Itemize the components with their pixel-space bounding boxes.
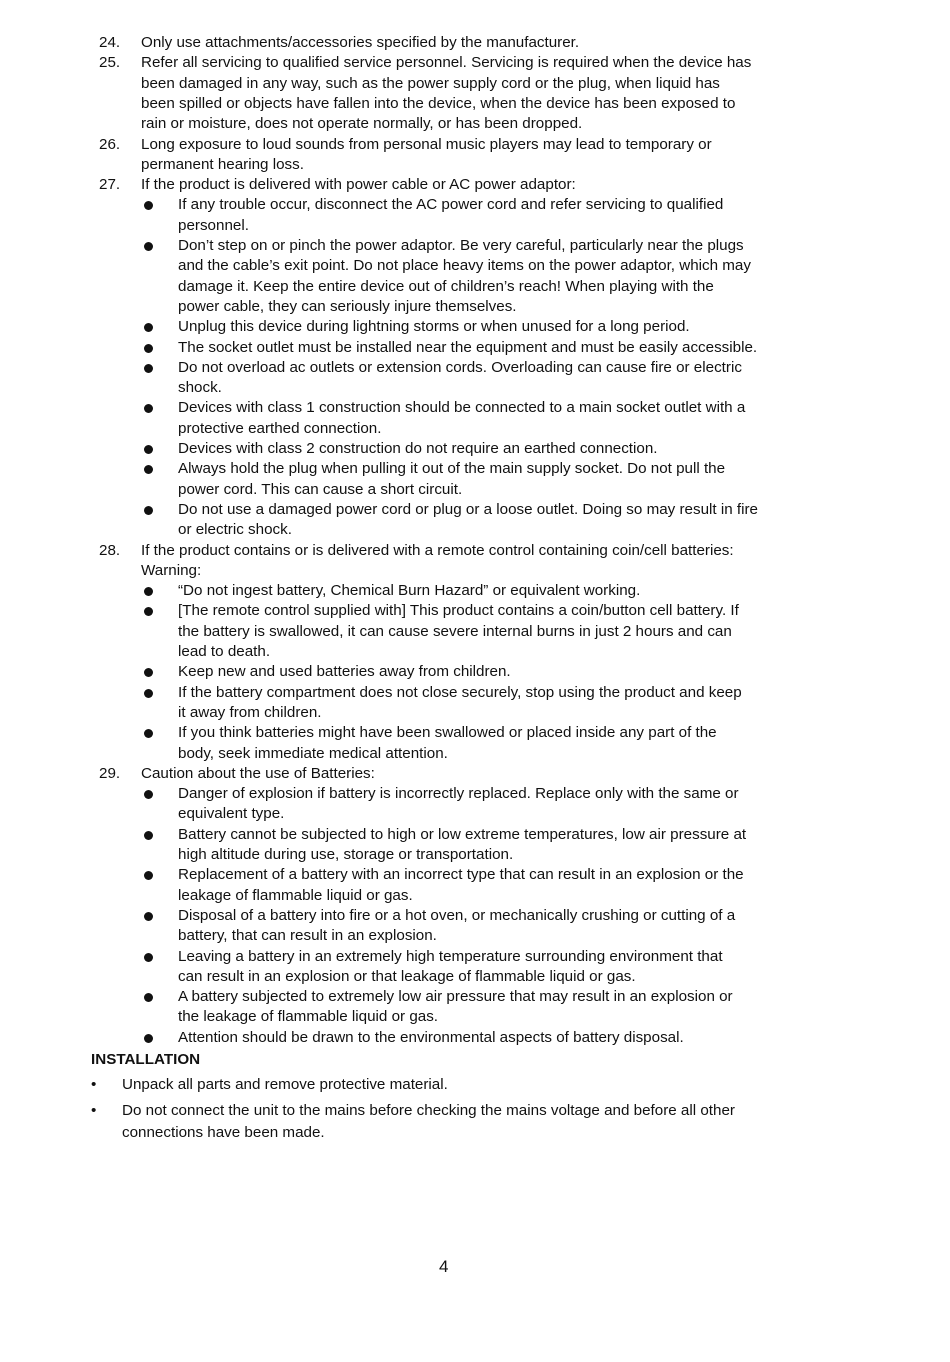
bullet-text-line: power cable, they can seriously injure themselves. <box>178 297 517 315</box>
bullet-dot-icon <box>144 323 153 332</box>
bullet-icon: • <box>91 1076 97 1093</box>
install-text-line: connections have been made. <box>122 1124 325 1141</box>
item-text-line: rain or moisture, does not operate normally, or has been dropped. <box>141 115 583 133</box>
bullet-dot-icon <box>144 242 153 251</box>
bullet-dot-icon <box>144 831 153 840</box>
bullet-dot-icon <box>144 465 153 474</box>
bullet-text-line: Disposal of a battery into fire or a hot oven, or mechanically crushing or cutting of a <box>178 906 736 924</box>
bullet-dot-icon <box>144 689 153 698</box>
bullet-text-line: the leakage of flammable liquid or gas. <box>178 1008 439 1026</box>
bullet-dot-icon <box>144 871 153 880</box>
bullet-dot-icon <box>144 1034 153 1043</box>
bullet-dot-icon <box>144 729 153 738</box>
bullet-text-line: Unplug this device during lightning storms or when unused for a long period. <box>178 318 690 336</box>
bullet-text-line: Keep new and used batteries away from children. <box>178 663 511 681</box>
item-number: 24. <box>99 34 121 51</box>
bullet-text-line: Do not overload ac outlets or extension cords. Overloading can cause fire or electric <box>178 358 742 376</box>
bullet-dot-icon <box>144 912 153 921</box>
bullet-text-line: power cord. This can cause a short circuit. <box>178 480 463 498</box>
item-number: 26. <box>99 135 121 153</box>
bullet-text-line: “Do not ingest battery, Chemical Burn Hazard” or equivalent working. <box>178 582 641 600</box>
bullet-text-line: Do not use a damaged power cord or plug or a loose outlet. Doing so may result in fire <box>178 500 758 518</box>
bullet-dot-icon <box>144 953 153 962</box>
bullet-dot-icon <box>144 506 153 515</box>
bullet-text-line: damage it. Keep the entire device out of children’s reach! When playing with the <box>178 277 714 295</box>
bullet-text-line: equivalent type. <box>178 805 285 823</box>
bullet-text-line: Devices with class 1 construction should be connected to a main socket outlet with a <box>178 399 746 417</box>
bullet-text-line: Battery cannot be subjected to high or low extreme temperatures, low air pressure at <box>178 825 747 843</box>
bullet-icon: • <box>91 1102 97 1119</box>
section-heading: INSTALLATION <box>91 1051 201 1068</box>
item-text-line: If the product is delivered with power cable or AC power adaptor: <box>141 176 576 194</box>
bullet-dot-icon <box>144 790 153 799</box>
bullet-dot-icon <box>144 668 153 677</box>
bullet-dot-icon <box>144 344 153 353</box>
bullet-dot-icon <box>144 445 153 454</box>
install-text-line: Unpack all parts and remove protective material. <box>122 1076 448 1093</box>
bullet-text-line: leakage of flammable liquid or gas. <box>178 886 413 904</box>
bullet-text-line: and the cable’s exit point. Do not place heavy items on the power adaptor, which may <box>178 257 751 275</box>
bullet-text-line: Always hold the plug when pulling it out of the main supply socket. Do not pull the <box>178 460 726 478</box>
bullet-text-line: protective earthed connection. <box>178 419 382 437</box>
bullet-text-line: shock. <box>178 379 222 397</box>
bullet-text-line: Danger of explosion if battery is incorrectly replaced. Replace only with the same or <box>178 785 739 803</box>
item-number: 27. <box>99 176 121 194</box>
bullet-text-line: battery, that can result in an explosion. <box>178 927 437 945</box>
item-text-line: been damaged in any way, such as the power supply cord or the plug, when liquid has <box>141 74 720 92</box>
item-number: 29. <box>99 764 121 782</box>
bullet-text-line: can result in an explosion or that leakage of flammable liquid or gas. <box>178 967 636 985</box>
item-text-line: Warning: <box>141 561 202 579</box>
bullet-text-line: body, seek immediate medical attention. <box>178 744 448 762</box>
bullet-text-line: the battery is swallowed, it can cause severe internal burns in just 2 hours and can <box>178 622 732 640</box>
item-text-line: Refer all servicing to qualified service personnel. Servicing is required when the device has <box>141 54 752 72</box>
bullet-text-line: If the battery compartment does not close securely, stop using the product and keep <box>178 683 742 701</box>
bullet-text-line: Don’t step on or pinch the power adaptor. Be very careful, particularly near the plugs <box>178 237 744 254</box>
page-number: 4 <box>439 1257 449 1276</box>
item-text-line: Long exposure to loud sounds from personal music players may lead to temporary or <box>141 135 712 153</box>
bullet-text-line: it away from children. <box>178 703 322 721</box>
bullet-text-line: [The remote control supplied with] This product contains a coin/button cell battery. If <box>178 602 739 620</box>
item-text-line: permanent hearing loss. <box>141 155 304 173</box>
bullet-text-line: The socket outlet must be installed near the equipment and must be easily accessible. <box>178 338 758 356</box>
bullet-text-line: or electric shock. <box>178 521 292 539</box>
item-text-line: Caution about the use of Batteries: <box>141 764 375 782</box>
bullet-text-line: A battery subjected to extremely low air pressure that may result in an explosion or <box>178 988 733 1006</box>
bullet-dot-icon <box>144 607 153 616</box>
bullet-text-line: lead to death. <box>178 643 271 660</box>
bullet-text-line: Leaving a battery in an extremely high temperature surrounding environment that <box>178 947 723 965</box>
bullet-dot-icon <box>144 993 153 1002</box>
bullet-dot-icon <box>144 404 153 413</box>
item-number: 28. <box>99 541 121 559</box>
bullet-text-line: Replacement of a battery with an incorrect type that can result in an explosion or the <box>178 866 744 884</box>
item-number: 25. <box>99 54 121 72</box>
bullet-text-line: Devices with class 2 construction do not require an earthed connection. <box>178 440 658 457</box>
bullet-text-line: high altitude during use, storage or transportation. <box>178 846 514 863</box>
item-text-line: Only use attachments/accessories specified by the manufacturer. <box>141 34 580 51</box>
bullet-dot-icon <box>144 587 153 596</box>
bullet-text-line: personnel. <box>178 216 249 234</box>
bullet-text-line: Attention should be drawn to the environmental aspects of battery disposal. <box>178 1028 684 1046</box>
item-text-line: been spilled or objects have fallen into the device, when the device has been exposed to <box>141 94 736 112</box>
bullet-text-line: If any trouble occur, disconnect the AC power cord and refer servicing to qualified <box>178 196 724 214</box>
bullet-dot-icon <box>144 201 153 210</box>
item-text-line: If the product contains or is delivered with a remote control containing coin/cell batteries: <box>141 541 734 559</box>
bullet-text-line: If you think batteries might have been swallowed or placed inside any part of the <box>178 724 717 742</box>
bullet-dot-icon <box>144 364 153 373</box>
install-text-line: Do not connect the unit to the mains before checking the mains voltage and before all other <box>122 1102 735 1119</box>
